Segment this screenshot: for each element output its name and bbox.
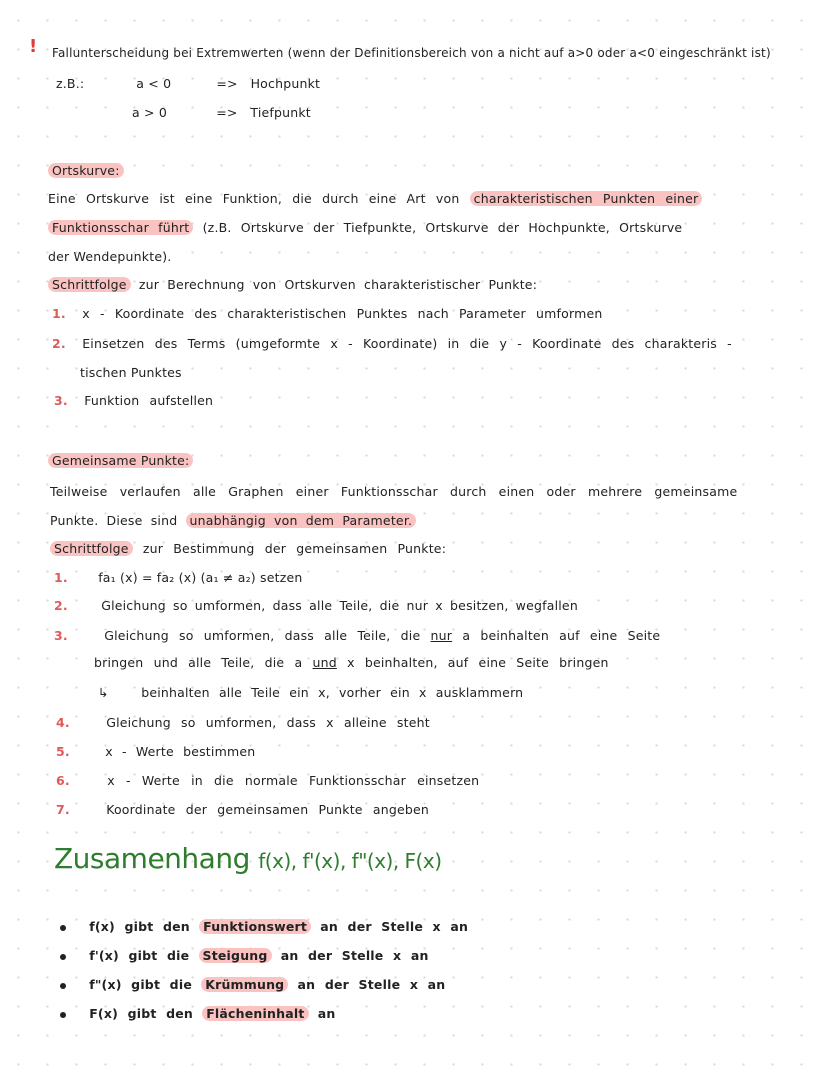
bullet-icon xyxy=(60,954,66,960)
item-text: f(x) gibt den xyxy=(89,919,190,934)
ortskurve-steps-heading-hl: Schrittfolge xyxy=(48,277,131,292)
case1-result: Hochpunkt xyxy=(250,76,321,91)
gemeinsam-steps-heading-rest: zur Bestimmung der gemeinsamen Punkte: xyxy=(142,541,447,556)
step-text: beinhalten alle Teile ein x, vorher ein x ausklammern xyxy=(141,685,524,700)
step-text: x beinhalten, auf eine Seite bringen xyxy=(347,655,609,670)
gemeinsam-text2-highlight: unabhängig von dem Parameter. xyxy=(186,513,417,528)
ortskurve-text-line1 xyxy=(48,190,702,208)
gemeinsam-heading-text: Gemeinsame Punkte: xyxy=(48,453,193,468)
gemeinsam-step xyxy=(54,569,303,587)
gemeinsam-step xyxy=(56,743,255,761)
ortskurve-step xyxy=(52,305,602,323)
step-text-underlined: und xyxy=(312,655,337,670)
zusammenhang-item xyxy=(60,947,429,965)
item-text: an der Stelle x an xyxy=(297,977,446,992)
zusammenhang-title xyxy=(54,842,442,875)
gemeinsam-text2: Punkte. Diese sind xyxy=(50,513,178,528)
gemeinsam-step xyxy=(56,772,479,790)
case-prefix: z.B.: xyxy=(56,76,85,91)
ortskurve-steps-heading xyxy=(48,276,537,294)
case2-arrow: => xyxy=(216,105,238,120)
gemeinsam-step3-line2 xyxy=(94,654,609,672)
ortskurve-heading-text: Ortskurve: xyxy=(48,163,124,178)
case1-arrow: => xyxy=(216,76,238,91)
item-text: f"(x) gibt die xyxy=(89,977,192,992)
item-highlight: Funktionswert xyxy=(199,919,311,934)
gemeinsam-step xyxy=(54,627,660,645)
fallunterscheidung-title: Fallunterscheidung bei Extremwerten (wenn der Definitionsbereich von a nicht auf a>0 oder a<0 eingeschränkt ist) xyxy=(52,46,771,60)
step-text: tischen Punktes xyxy=(80,365,182,380)
item-text: an xyxy=(317,1006,336,1021)
item-highlight: Flächeninhalt xyxy=(202,1006,308,1021)
item-text: f'(x) gibt die xyxy=(89,948,190,963)
step-text: Funktion aufstellen xyxy=(84,393,214,408)
step-number: 5. xyxy=(56,744,70,759)
gemeinsam-text1: Teilweise verlaufen alle Graphen einer Funktionsschar durch einen oder mehrere gemeinsame xyxy=(50,484,738,499)
ortskurve-step-continued xyxy=(80,364,182,382)
step-number: 1. xyxy=(54,570,68,585)
zusammenhang-item xyxy=(60,918,468,936)
ortskurve-text2-highlight: Funktionsschar führt xyxy=(48,220,193,235)
step-number: 7. xyxy=(56,802,70,817)
step-text-underlined: nur xyxy=(430,628,453,643)
step-number: 4. xyxy=(56,715,70,730)
step-text: Koordinate der gemeinsamen Punkte angeben xyxy=(106,802,430,817)
step-text: x - Koordinate des charakteristischen Punktes nach Parameter umformen xyxy=(82,306,603,321)
gemeinsam-text2-line xyxy=(50,512,416,530)
ortskurve-text3: der Wendepunkte). xyxy=(48,249,172,264)
gemeinsam-step3-sub xyxy=(98,684,523,702)
exclamation-icon: ! xyxy=(29,36,38,57)
step-number: 1. xyxy=(52,306,66,321)
step-number: 2. xyxy=(54,598,68,613)
step-text: x - Werte in die normale Funktionsschar einsetzen xyxy=(107,773,480,788)
gemeinsam-step xyxy=(56,714,430,732)
case2-result: Tiefpunkt xyxy=(250,105,311,120)
zusammenhang-item xyxy=(60,976,445,994)
step-text: a beinhalten auf eine Seite xyxy=(462,628,661,643)
step-text: x - Werte bestimmen xyxy=(105,744,256,759)
zusammenhang-title-funcs: f(x), f'(x), f"(x), F(x) xyxy=(258,849,442,873)
gemeinsam-step xyxy=(54,597,578,615)
step-number: 6. xyxy=(56,773,70,788)
ortskurve-text-line2 xyxy=(48,219,682,237)
ortskurve-text1-highlight: charakteristischen Punkten einer xyxy=(470,191,703,206)
step-text: Gleichung so umformen, dass alle Teile, die xyxy=(104,628,421,643)
step-text: fa₁ (x) = fa₂ (x) (a₁ ≠ a₂) setzen xyxy=(98,570,303,585)
ortskurve-step xyxy=(52,335,732,353)
case1-row xyxy=(56,75,320,93)
ortskurve-heading xyxy=(48,162,124,180)
item-highlight: Krümmung xyxy=(201,977,288,992)
gemeinsam-steps-heading xyxy=(50,540,446,558)
item-highlight: Steigung xyxy=(199,948,272,963)
gemeinsam-step xyxy=(56,801,429,819)
bullet-icon xyxy=(60,925,66,931)
step-number: 3. xyxy=(54,628,68,643)
bullet-icon xyxy=(60,1012,66,1018)
step-text: Gleichung so umformen, dass alle Teile, die nur x besitzen, wegfallen xyxy=(101,598,578,613)
ortskurve-steps-heading-rest: zur Berechnung von Ortskurven charakteristischer Punkte: xyxy=(138,277,538,292)
step-number: 2. xyxy=(52,336,66,351)
gemeinsam-steps-heading-hl: Schrittfolge xyxy=(50,541,133,556)
gemeinsam-heading xyxy=(48,452,193,470)
return-arrow-icon: ↳ xyxy=(98,685,109,700)
case2-row xyxy=(132,104,311,122)
case2-cond: a > 0 xyxy=(132,105,168,120)
ortskurve-text2: (z.B. Ortskurve der Tiefpunkte, Ortskurve der Hochpunkte, Ortskurve xyxy=(202,220,683,235)
bullet-icon xyxy=(60,983,66,989)
ortskurve-text1: Eine Ortskurve ist eine Funktion, die durch eine Art von xyxy=(48,191,460,206)
step-text: Gleichung so umformen, dass x alleine steht xyxy=(106,715,430,730)
item-text: F(x) gibt den xyxy=(89,1006,193,1021)
ortskurve-step xyxy=(54,392,213,410)
zusammenhang-title-text: Zusamenhang xyxy=(54,842,250,875)
item-text: an der Stelle x an xyxy=(320,919,469,934)
step-text: bringen und alle Teile, die a xyxy=(94,655,303,670)
step-text: Einsetzen des Terms (umgeformte x - Koordinate) in die y - Koordinate des charakteris - xyxy=(82,336,732,351)
zusammenhang-item xyxy=(60,1005,335,1023)
item-text: an der Stelle x an xyxy=(280,948,429,963)
step-number: 3. xyxy=(54,393,68,408)
case1-cond: a < 0 xyxy=(136,76,172,91)
